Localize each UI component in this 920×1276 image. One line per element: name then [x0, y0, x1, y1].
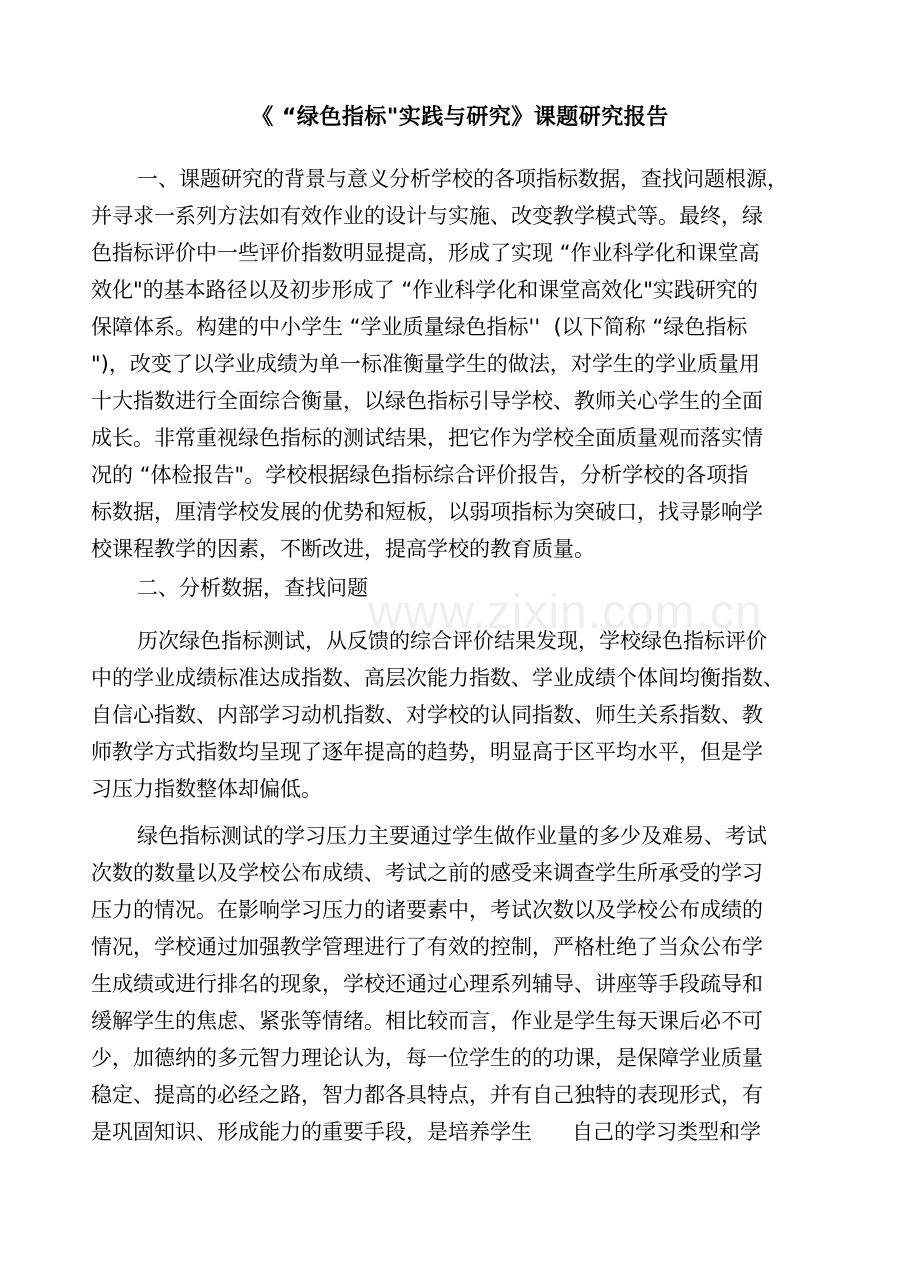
- document-title: 《 “绿色指标"实践与研究》课题研究报告: [251, 105, 669, 130]
- text-line: 师教学方式指数均呈现了逐年提高的趋势，明显高于区平均水平，但是学: [91, 740, 763, 764]
- text-line: 并寻求一系列方法如有效作业的设计与实施、改变教学模式等。最终，绿: [91, 204, 763, 228]
- text-line: 习压力指数整体却偏低。: [91, 777, 322, 801]
- text-line: 生成绩或进行排名的现象，学校还通过心理系列辅导、讲座等手段疏导和: [91, 972, 763, 996]
- text-line: ")，改变了以学业成绩为单一标准衡量学生的做法，对学生的学业质量用: [91, 352, 760, 376]
- text-line: 少，加德纳的多元智力理论认为，每一位学生的的功课，是保障学业质量: [91, 1046, 763, 1070]
- text-line: 是巩固知识、形成能力的重要手段，是培养学生 自己的学习类型和学: [91, 1120, 762, 1144]
- text-line: 中的学业成绩标准达成指数、高层次能力指数、学业成绩个体间均衡指数、: [91, 666, 784, 690]
- text-line: 次数的数量以及学校公布成绩、考试之前的感受来调查学生所承受的学习: [91, 861, 763, 885]
- watermark: www.zixin.com.cn: [368, 586, 763, 639]
- text-line: 压力的情况。在影响学习压力的诸要素中，考试次数以及学校公布成绩的: [91, 898, 763, 922]
- text-line: 况的 “体检报告"。学校根据绿色指标综合评价报告，分析学校的各项指: [91, 463, 749, 487]
- text-line: 稳定、提高的必经之路，智力都各具特点，并有自己独特的表现形式，有: [91, 1083, 763, 1107]
- text-line: 色指标评价中一些评价指数明显提高，形成了实现 “作业科学化和课堂高: [91, 241, 760, 265]
- text-line: 校课程教学的因素，不断改进，提高学校的教育质量。: [91, 537, 595, 561]
- text-line: 绿色指标测试的学习压力主要通过学生做作业量的多少及难易、考试: [137, 824, 767, 848]
- text-line: 缓解学生的焦虑、紧张等情绪。相比较而言，作业是学生每天课后必不可: [91, 1009, 763, 1033]
- text-line: 二、分析数据，查找问题: [137, 576, 368, 600]
- text-line: 十大指数进行全面综合衡量，以绿色指标引导学校、教师关心学生的全面: [91, 389, 763, 413]
- text-line: 成长。非常重视绿色指标的测试结果，把它作为学校全面质量观而落实情: [91, 426, 763, 450]
- text-line: 自信心指数、内部学习动机指数、对学校的认同指数、师生关系指数、教: [91, 703, 763, 727]
- text-line: 一、课题研究的背景与意义分析学校的各项指标数据，查找问题根源，: [137, 167, 788, 191]
- text-line: 效化"的基本路径以及初步形成了 “作业科学化和课堂高效化"实践研究的: [91, 278, 758, 302]
- text-line: 保障体系。构建的中小学生 “学业质量绿色指标'' (以下简称 “绿色指标: [91, 315, 748, 339]
- text-line: 历次绿色指标测试，从反馈的综合评价结果发现，学校绿色指标评价: [137, 629, 767, 653]
- text-line: 情况，学校通过加强教学管理进行了有效的控制，严格杜绝了当众公布学: [91, 935, 763, 959]
- text-line: 标数据，厘清学校发展的优势和短板，以弱项指标为突破口，找寻影响学: [91, 500, 763, 524]
